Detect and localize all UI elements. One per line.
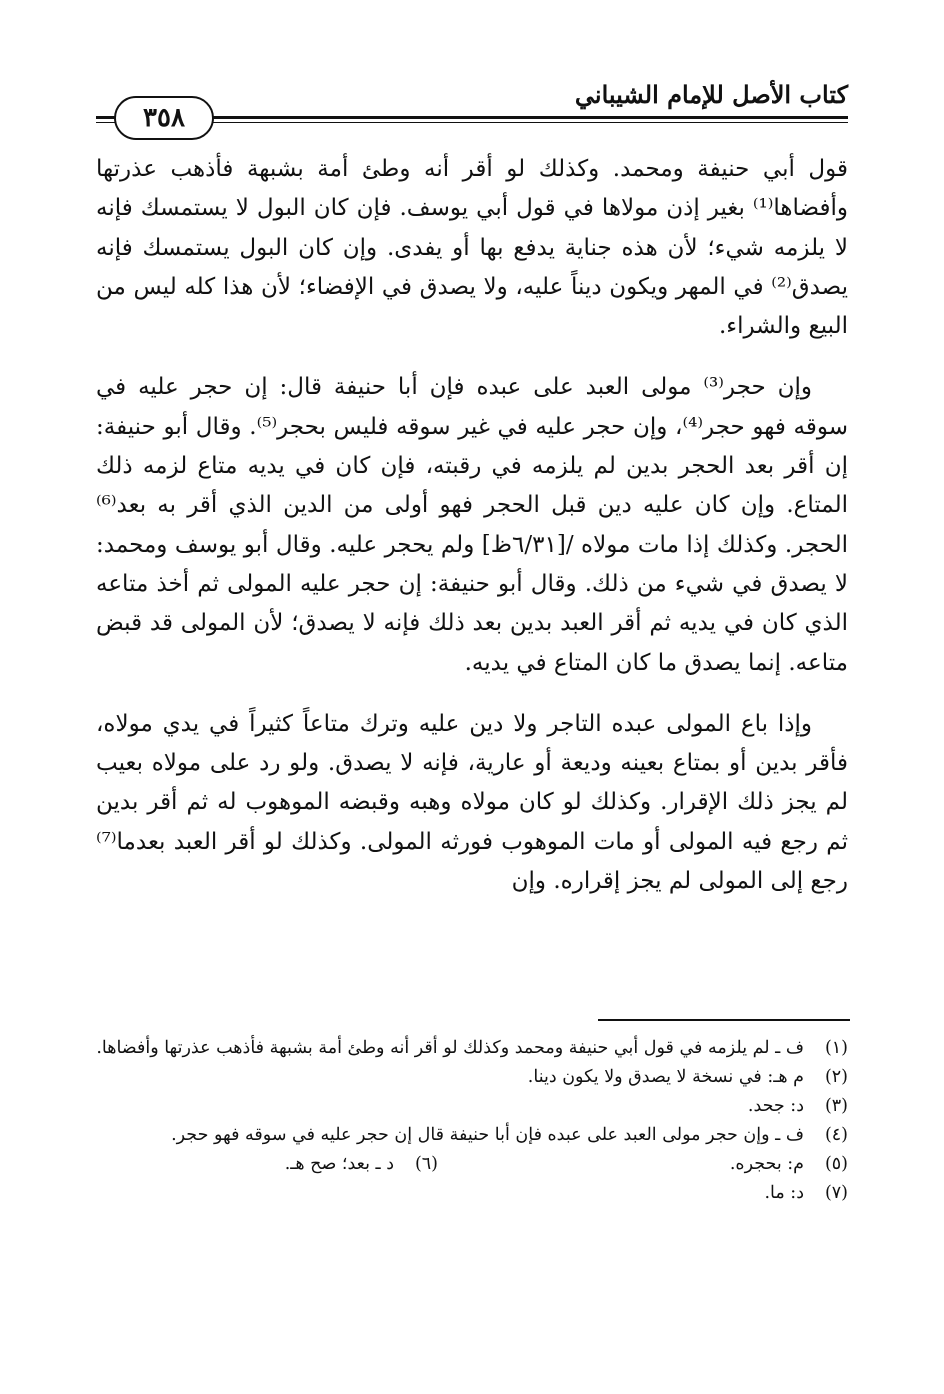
footnote-text: د: جحد. bbox=[747, 1096, 804, 1116]
page-number-badge: ٣٥٨ bbox=[114, 96, 214, 140]
paragraph-3: وإذا باع المولى عبده التاجر ولا دين عليه وترك متاعاً كثيراً في يدي مولاه، فأقر بدين أو بمتاع بعينه وديعة أو عارية، فإنه لا يصدق. ولو رد على مولاه بعيب لم يجز ذلك الإقرار. وكذلك لو كان مولاه وهبه وقبضه الموهوب له ثم أقر بدين ثم رجع فيه المولى أو مات الموهوب فورثه المولى. وكذلك لو أقر العبد بعدما⁽⁷⁾ رجع إلى المولى لم يجز إقراره. وإن bbox=[96, 710, 848, 895]
footnote-row bbox=[96, 1150, 848, 1179]
footnote-number: (٥) bbox=[824, 1154, 848, 1174]
paragraph-1: قول أبي حنيفة ومحمد. وكذلك لو أقر أنه وطئ أمة بشبهة فأذهب عذرتها وأفضاها⁽¹⁾ بغير إذن مولاها في قول أبي يوسف. فإن كان البول لا يستمسك فإنه لا يلزمه شيء؛ لأن هذه جناية يدفع بها أو يفدى. وإن كان البول يستمسك فإنه يصدق⁽²⁾ في المهر ويكون ديناً عليه، ولا يصدق في الإفضاء؛ لأن هذا كله ليس من البيع والشراء. bbox=[96, 156, 848, 340]
paragraph-2: وإن حجر⁽³⁾ مولى العبد على عبده فإن أبا حنيفة قال: إن حجر عليه في سوقه فهو حجر⁽⁴⁾، وإن حجر عليه في غير سوقه فليس بحجر⁽⁵⁾. وقال أبو حنيفة: إن أقر بعد الحجر بدين لم يلزمه في رقبته، فإن كان في يديه متاع لزمه ذلك المتاع. وإن كان عليه دين قبل الحجر فهو أولى من الدين الذي أقر به بعد⁽⁶⁾ الحجر. وكذلك إذا مات مولاه /[٦/٣١ظ] ولم يحجر عليه. وقال أبو يوسف ومحمد: لا يصدق في شيء من ذلك. وقال أبو حنيفة: إن حجر عليه المولى ثم أخذ متاعه الذي كان في يديه ثم أقر العبد بدين بعد ذلك فإنه لا يصدق؛ لأن المولى قد قبض متاعه. إنما يصدق ما كان المتاع في يديه. bbox=[96, 374, 849, 676]
footnote-number: (٣) bbox=[824, 1096, 848, 1116]
footnote-5 bbox=[424, 1150, 848, 1179]
footnote-1 bbox=[96, 1034, 848, 1063]
footnote-7 bbox=[96, 1179, 848, 1208]
footnote-number: (١) bbox=[824, 1038, 848, 1058]
footnote-text: ف ـ وإن حجر مولى العبد على عبده فإن أبا حنيفة قال إن حجر عليه في سوقه فهو حجر. bbox=[171, 1125, 804, 1145]
main-text bbox=[96, 150, 848, 923]
footnote-text: د ـ بعد؛ صح هـ. bbox=[284, 1154, 394, 1174]
footnote-4 bbox=[96, 1121, 848, 1150]
footnote-number: (٢) bbox=[824, 1067, 848, 1087]
footnote-number: (٧) bbox=[824, 1183, 848, 1203]
footnote-separator bbox=[598, 1019, 850, 1021]
footnote-text: د: ما. bbox=[764, 1183, 804, 1203]
footnote-text: م: بحجره. bbox=[729, 1154, 804, 1174]
footnotes bbox=[96, 1034, 848, 1208]
footnote-number: (٤) bbox=[824, 1125, 848, 1145]
footnote-2 bbox=[96, 1063, 848, 1092]
book-title: كتاب الأصل للإمام الشيباني bbox=[574, 80, 848, 109]
footnote-number: (٦) bbox=[414, 1154, 438, 1174]
footnote-text: ف ـ لم يلزمه في قول أبي حنيفة ومحمد وكذلك لو أقر أنه وطئ أمة بشبهة فأذهب عذرتها وأفضاها. bbox=[96, 1038, 804, 1058]
footnote-3 bbox=[96, 1092, 848, 1121]
footnote-text: م هـ: في نسخة لا يصدق ولا يكون دينا. bbox=[527, 1067, 804, 1087]
footnote-6 bbox=[94, 1150, 438, 1179]
